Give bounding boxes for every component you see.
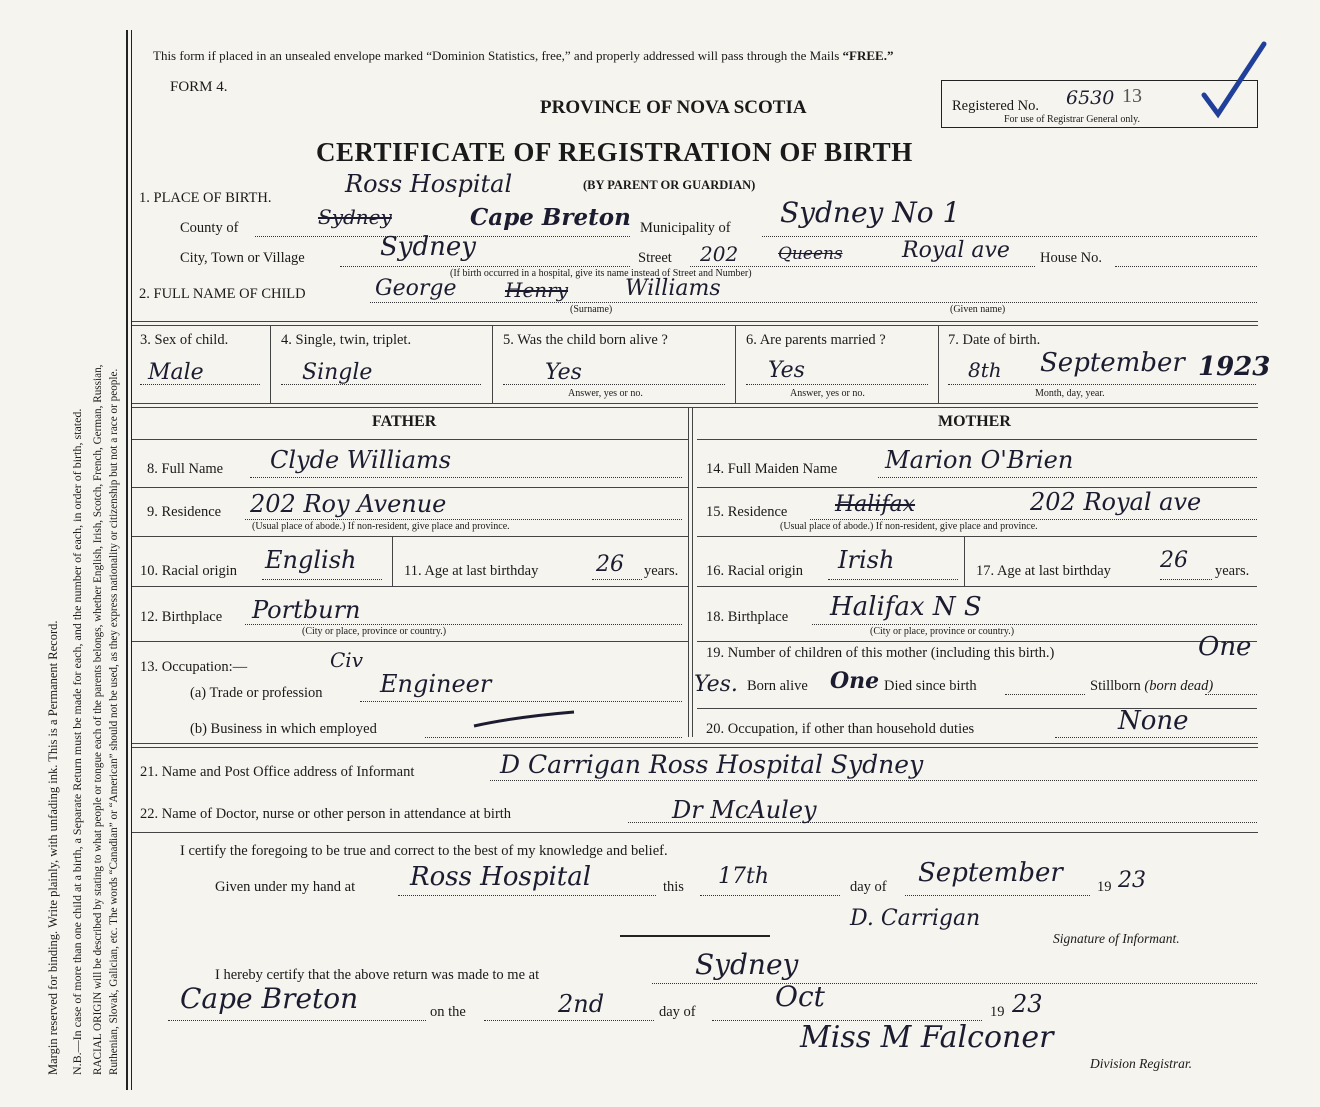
trade-label: (a) Trade or profession xyxy=(190,685,323,701)
mother-heading: MOTHER xyxy=(938,413,1011,430)
mother-occ-value: None xyxy=(1118,706,1189,736)
father-bp-value: Portburn xyxy=(252,596,361,624)
married-label: 6. Are parents married ? xyxy=(746,332,886,348)
father-years: years. xyxy=(644,563,679,579)
dob-label: 7. Date of birth. xyxy=(948,332,1041,348)
mother-age-value: 26 xyxy=(1160,548,1188,573)
alive-answer-note: Answer, yes or no. xyxy=(568,388,643,399)
alive-label: 5. Was the child born alive ? xyxy=(503,332,668,348)
county-value: Cape Breton xyxy=(470,204,631,231)
father-city-note: (City or place, province or country.) xyxy=(302,626,447,637)
page-title: CERTIFICATE OF REGISTRATION OF BIRTH xyxy=(316,137,913,167)
mother-abode-note: (Usual place of abode.) If non-resident, give place and province. xyxy=(780,521,1038,532)
returned-at-value: Sydney xyxy=(695,948,799,981)
full-name-label: 2. FULL NAME OF CHILD xyxy=(139,286,306,302)
mother-city-note: (City or place, province or country.) xyxy=(870,626,1015,637)
sig-informant-label: Signature of Informant. xyxy=(1053,931,1180,946)
given-year-value: 23 xyxy=(1118,868,1146,893)
returned-county-value: Cape Breton xyxy=(180,982,359,1015)
business-dash-mark xyxy=(470,704,580,732)
dob-note: Month, day, year. xyxy=(1035,388,1105,399)
subtitle: (BY PARENT OR GUARDIAN) xyxy=(583,178,756,192)
given-hand-label: Given under my hand at xyxy=(215,879,356,895)
street-number: 202 xyxy=(700,242,739,266)
mother-years: years. xyxy=(1215,563,1250,579)
on-the-label: on the xyxy=(430,1004,466,1020)
father-heading: FATHER xyxy=(372,413,437,430)
municipality-label: Municipality of xyxy=(640,220,731,236)
house-label: House No. xyxy=(1040,250,1103,266)
registered-number: 6530 xyxy=(1066,87,1115,109)
stillborn-note: (born dead) xyxy=(1144,678,1214,694)
county-struck: Sydney xyxy=(318,205,392,229)
day-of-label-2: day of xyxy=(659,1004,696,1020)
father-race-value: English xyxy=(265,546,357,574)
mail-notice: This form if placed in an unsealed envelope marked “Dominion Statistics, free,” and properly addressed will pass through the Mails “FREE.” xyxy=(153,48,894,63)
child-struck: Henry xyxy=(505,278,569,302)
county-label: County of xyxy=(180,220,239,236)
stillborn-label xyxy=(1090,678,1213,695)
surname-note: (Surname) xyxy=(570,304,613,315)
province-heading: PROVINCE OF NOVA SCOTIA xyxy=(540,97,807,118)
year-prefix-2: 19 xyxy=(990,1004,1005,1020)
child-surname: George xyxy=(375,276,457,301)
margin-note-2: N.B.—In case of more than one child at a birth, a Separate Return must be made for each, and the number of each, in order of birth, stated. xyxy=(70,408,84,1075)
sex-value: Male xyxy=(148,360,204,385)
mother-res-value: 202 Royal ave xyxy=(1030,488,1202,516)
dob-day: 8th xyxy=(968,358,1002,382)
doctor-value: Dr McAuley xyxy=(672,796,817,824)
occupation-label: 13. Occupation:— xyxy=(140,659,248,675)
yes-mark: Yes. xyxy=(694,672,738,697)
margin-note-4: Ruthenian, Slovak, Galician, etc. The words “Canadian” or “American” should not be used, as they express nationality or citizenship but not a race or people. xyxy=(108,368,120,1075)
day-of-label: day of xyxy=(850,879,887,895)
returned-day-value: 2nd xyxy=(558,990,605,1018)
mother-bp-value: Halifax N S xyxy=(830,592,982,622)
married-value: Yes xyxy=(768,358,805,383)
margin-note-3: RACIAL ORIGIN will be described by stating to what people or tongue each of the parents belongs, whether English, Irish, Scotch, French, German, Russian, xyxy=(92,364,104,1075)
alive-value: Yes xyxy=(545,360,582,385)
father-res-label: 9. Residence xyxy=(147,504,222,520)
father-age-value: 26 xyxy=(596,552,624,577)
children-label: 19. Number of children of this mother (including this birth.) xyxy=(706,645,1055,661)
father-age-label: 11. Age at last birthday xyxy=(404,563,539,579)
mother-res-struck: Halifax xyxy=(835,492,916,517)
business-label: (b) Business in which employed xyxy=(190,721,377,737)
this-label: this xyxy=(663,879,684,895)
father-bp-label: 12. Birthplace xyxy=(140,609,223,625)
mother-name-value: Marion O'Brien xyxy=(885,446,1074,474)
given-at-value: Ross Hospital xyxy=(410,862,592,892)
mother-occ-label: 20. Occupation, if other than household duties xyxy=(706,721,975,737)
mother-res-label: 15. Residence xyxy=(706,504,788,520)
mother-race-label: 16. Racial origin xyxy=(706,563,804,579)
married-answer-note: Answer, yes or no. xyxy=(790,388,865,399)
children-value: One xyxy=(1198,632,1252,662)
registered-extra: 13 xyxy=(1122,85,1142,107)
given-day-value: 17th xyxy=(718,864,770,889)
street-value: Royal ave xyxy=(902,238,1010,263)
returned-month-value: Oct xyxy=(775,980,825,1013)
stillborn-text: Stillborn xyxy=(1090,678,1141,694)
father-name-label: 8. Full Name xyxy=(147,461,224,477)
place-of-birth-value: Ross Hospital xyxy=(345,170,513,198)
mother-race-value: Irish xyxy=(838,546,895,574)
doctor-label: 22. Name of Doctor, nurse or other person in attendance at birth xyxy=(140,806,512,822)
occupation-note: Civ xyxy=(330,648,363,672)
mother-age-label: 17. Age at last birthday xyxy=(976,563,1111,579)
mother-bp-label: 18. Birthplace xyxy=(706,609,789,625)
hereby-text: I hereby certify that the above return was made to me at xyxy=(215,967,540,983)
given-note: (Given name) xyxy=(950,304,1006,315)
returned-year-value: 23 xyxy=(1012,990,1043,1018)
informant-value: D Carrigan Ross Hospital Sydney xyxy=(500,750,924,779)
hospital-note: (If birth occurred in a hospital, give its name instead of Street and Number) xyxy=(450,268,752,279)
born-alive-label: Born alive xyxy=(747,678,808,694)
street-struck: Queens xyxy=(778,244,843,264)
dob-month: September xyxy=(1040,348,1185,378)
binding-line-2 xyxy=(131,30,132,1090)
born-alive-value: One xyxy=(830,668,880,694)
margin-note-1: Margin reserved for binding. Write plainly, with unfading ink. This is a Permanent Record. xyxy=(46,620,60,1075)
single-value: Single xyxy=(302,360,373,385)
father-abode-note: (Usual place of abode.) If non-resident, give place and province. xyxy=(252,521,510,532)
mother-name-label: 14. Full Maiden Name xyxy=(706,461,838,477)
trade-value: Engineer xyxy=(380,670,492,698)
street-label: Street xyxy=(638,250,672,266)
binding-line xyxy=(126,30,128,1090)
informant-label: 21. Name and Post Office address of Informant xyxy=(140,764,415,780)
city-label: City, Town or Village xyxy=(180,250,305,266)
informant-signature: D. Carrigan xyxy=(850,906,981,931)
municipality-value: Sydney No 1 xyxy=(780,196,961,229)
father-res-value: 202 Roy Avenue xyxy=(250,490,447,518)
given-month-value: September xyxy=(918,858,1063,888)
registered-note: For use of Registrar General only. xyxy=(1004,114,1140,125)
dob-year: 1923 xyxy=(1198,352,1271,382)
check-mark-icon xyxy=(1200,40,1270,120)
child-given: Williams xyxy=(625,276,721,301)
form-number: FORM 4. xyxy=(170,79,228,95)
certify-text: I certify the foregoing to be true and correct to the best of my knowledge and belief. xyxy=(180,843,668,859)
father-race-label: 10. Racial origin xyxy=(140,563,238,579)
city-value: Sydney xyxy=(380,232,476,262)
father-name-value: Clyde Williams xyxy=(270,446,452,474)
died-label: Died since birth xyxy=(884,678,977,694)
registered-label: Registered No. xyxy=(952,98,1039,114)
sex-label: 3. Sex of child. xyxy=(140,332,229,348)
registrar-signature: Miss M Falconer xyxy=(800,1020,1054,1055)
place-of-birth-label: 1. PLACE OF BIRTH. xyxy=(139,190,272,206)
division-registrar-label: Division Registrar. xyxy=(1090,1056,1193,1071)
single-label: 4. Single, twin, triplet. xyxy=(281,332,412,348)
year-prefix-1: 19 xyxy=(1097,879,1112,895)
